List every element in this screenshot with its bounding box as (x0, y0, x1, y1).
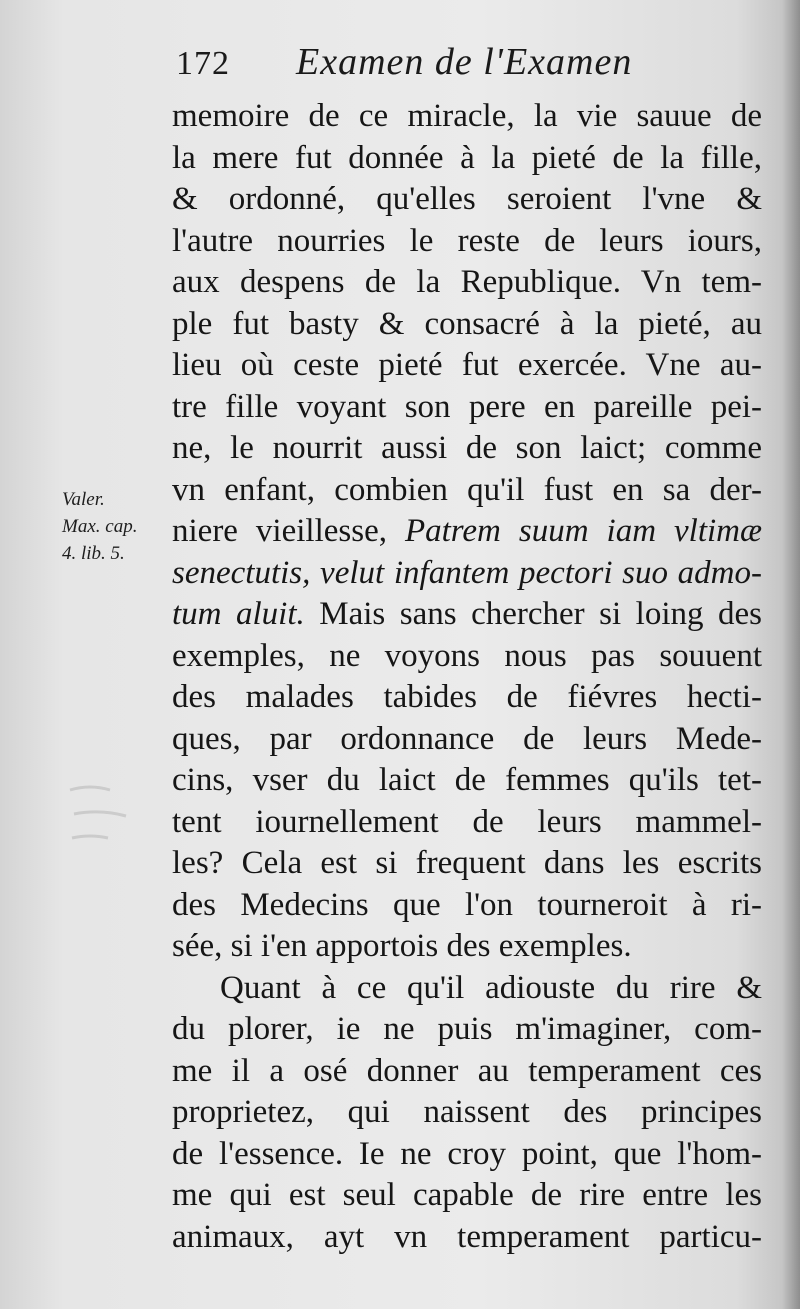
text-line: proprietez, qui naissent des principes (172, 1094, 762, 1130)
marginal-citation-line: Valer. (62, 489, 105, 510)
text-line: sée, si i'en apportois des exemples. (172, 928, 632, 964)
text-line: vn enfant, combien qu'il fust en sa der- (172, 471, 762, 508)
text-line: des malades tabides de fiévres hecti- (172, 679, 762, 715)
paragraph-first-line: Quant à ce qu'il adiouste du rire & (220, 969, 762, 1006)
running-head (176, 40, 696, 96)
text-line: ple fut basty & consacré à la pieté, au (172, 305, 762, 342)
text-line: la mere fut donnée à la pieté de la fille, (172, 139, 762, 176)
text-line: memoire de ce miracle, la vie sauue de (172, 98, 762, 134)
marginal-citation-line: Max. cap. (62, 516, 138, 537)
text-line: de l'essence. Ie ne croy point, que l'hom- (172, 1135, 762, 1172)
text-line-mixed (172, 511, 762, 553)
text-line: lieu où ceste pieté fut exercée. Vne au- (172, 347, 762, 383)
roman-text: niere vieillesse, (172, 513, 387, 549)
text-line: ne, le nourrit aussi de son laict; comme (172, 430, 762, 466)
roman-text: Mais sans chercher si loing des (319, 596, 762, 632)
text-line-mixed (172, 594, 762, 636)
page-edge-shadow (782, 0, 800, 1309)
show-through-marks (60, 770, 170, 860)
text-line: animaux, ayt vn temperament particu- (172, 1218, 762, 1255)
text-line: cins, vser du laict de femmes qu'ils tet- (172, 762, 762, 798)
text-line: me qui est seul capable de rire entre les (172, 1177, 762, 1213)
latin-quotation-line: senectutis, velut infantem pectori suo admo- (172, 554, 762, 591)
text-line: ques, par ordonnance de leurs Mede- (172, 720, 762, 757)
text-line: & ordonné, qu'elles seroient l'vne & (172, 181, 762, 217)
body-text (172, 96, 762, 1258)
text-line: les? Cela est si frequent dans les escrits (172, 845, 762, 881)
text-line: tre fille voyant son pere en pareille pei- (172, 388, 762, 425)
text-line: me il a osé donner au temperament ces (172, 1052, 762, 1089)
page-number: 172 (176, 45, 230, 82)
running-title: Examen de l'Examen (296, 41, 633, 83)
text-line: des Medecins que l'on tourneroit à ri- (172, 886, 762, 923)
text-line: exemples, ne voyons nous pas souuent (172, 637, 762, 674)
latin-quotation: Patrem suum iam vltimæ (404, 513, 762, 549)
marginal-citation-line: 4. lib. 5. (62, 543, 125, 564)
latin-quotation: tum aluit. (172, 596, 305, 632)
marginal-citation (62, 486, 172, 567)
text-line: du plorer, ie ne puis m'imaginer, com- (172, 1011, 762, 1047)
text-line: tent iournellement de leurs mammel- (172, 803, 762, 840)
text-line: l'autre nourries le reste de leurs iours, (172, 222, 762, 259)
text-line: aux despens de la Republique. Vn tem- (172, 264, 762, 300)
